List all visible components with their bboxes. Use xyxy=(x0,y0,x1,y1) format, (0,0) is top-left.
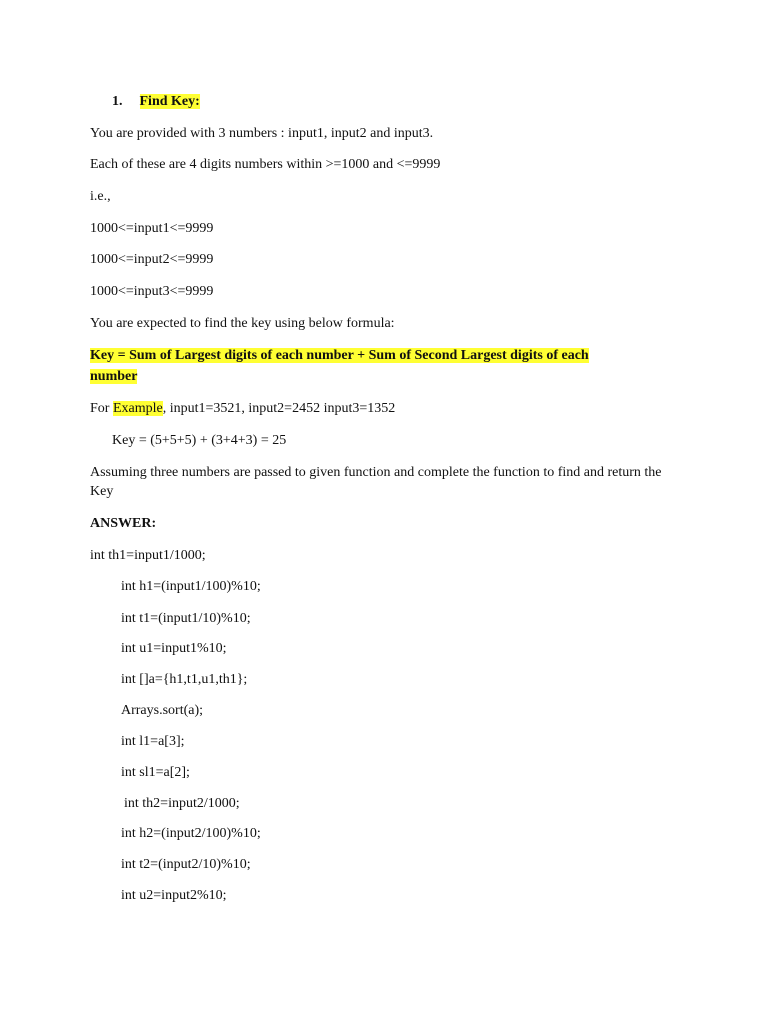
code-line: int h1=(input1/100)%10; xyxy=(121,579,261,594)
answer-label: ANSWER: xyxy=(90,516,157,531)
code-line: int l1=a[3]; xyxy=(121,734,185,749)
intro-line: You are provided with 3 numbers : input1, input2 and input3. xyxy=(90,126,434,141)
code-line: int sl1=a[2]; xyxy=(121,765,190,780)
formula-text: number xyxy=(90,369,138,384)
range-line: 1000<=input2<=9999 xyxy=(90,252,214,267)
example-calc: Key = (5+5+5) + (3+4+3) = 25 xyxy=(112,433,287,448)
code-line: int th1=input1/1000; xyxy=(90,548,206,563)
code-line: Arrays.sort(a); xyxy=(121,703,204,718)
code-line: int u2=input2%10; xyxy=(121,888,227,903)
code-line: int u1=input1%10; xyxy=(121,641,227,656)
range-line: 1000<=input3<=9999 xyxy=(90,284,214,299)
formula-text: Key = Sum of Largest digits of each number + Sum of Second Largest digits of each xyxy=(90,348,589,363)
heading-number: 1. xyxy=(112,94,123,109)
intro-line: You are expected to find the key using below formula: xyxy=(90,316,395,331)
code-line: int t1=(input1/10)%10; xyxy=(121,611,251,626)
intro-line: Each of these are 4 digits numbers within >=1000 and <=9999 xyxy=(90,157,441,172)
code-line: int th2=input2/1000; xyxy=(124,796,240,811)
assume-line: Key xyxy=(90,484,114,499)
range-line: 1000<=input1<=9999 xyxy=(90,221,214,236)
code-line: int []a={h1,t1,u1,th1}; xyxy=(121,672,248,687)
code-line: int h2=(input2/100)%10; xyxy=(121,826,261,841)
intro-line: i.e., xyxy=(90,189,111,204)
example-word: Example xyxy=(112,401,163,416)
formula-line xyxy=(90,347,589,365)
example-line xyxy=(90,400,395,418)
heading xyxy=(112,93,200,111)
example-prefix: For xyxy=(90,401,113,416)
heading-title: Find Key: xyxy=(139,94,200,109)
example-rest: , input1=3521, input2=2452 input3=1352 xyxy=(162,401,396,416)
formula-line xyxy=(90,368,137,386)
assume-line: Assuming three numbers are passed to given function and complete the function to find and return the xyxy=(90,465,662,480)
code-line: int t2=(input2/10)%10; xyxy=(121,857,251,872)
